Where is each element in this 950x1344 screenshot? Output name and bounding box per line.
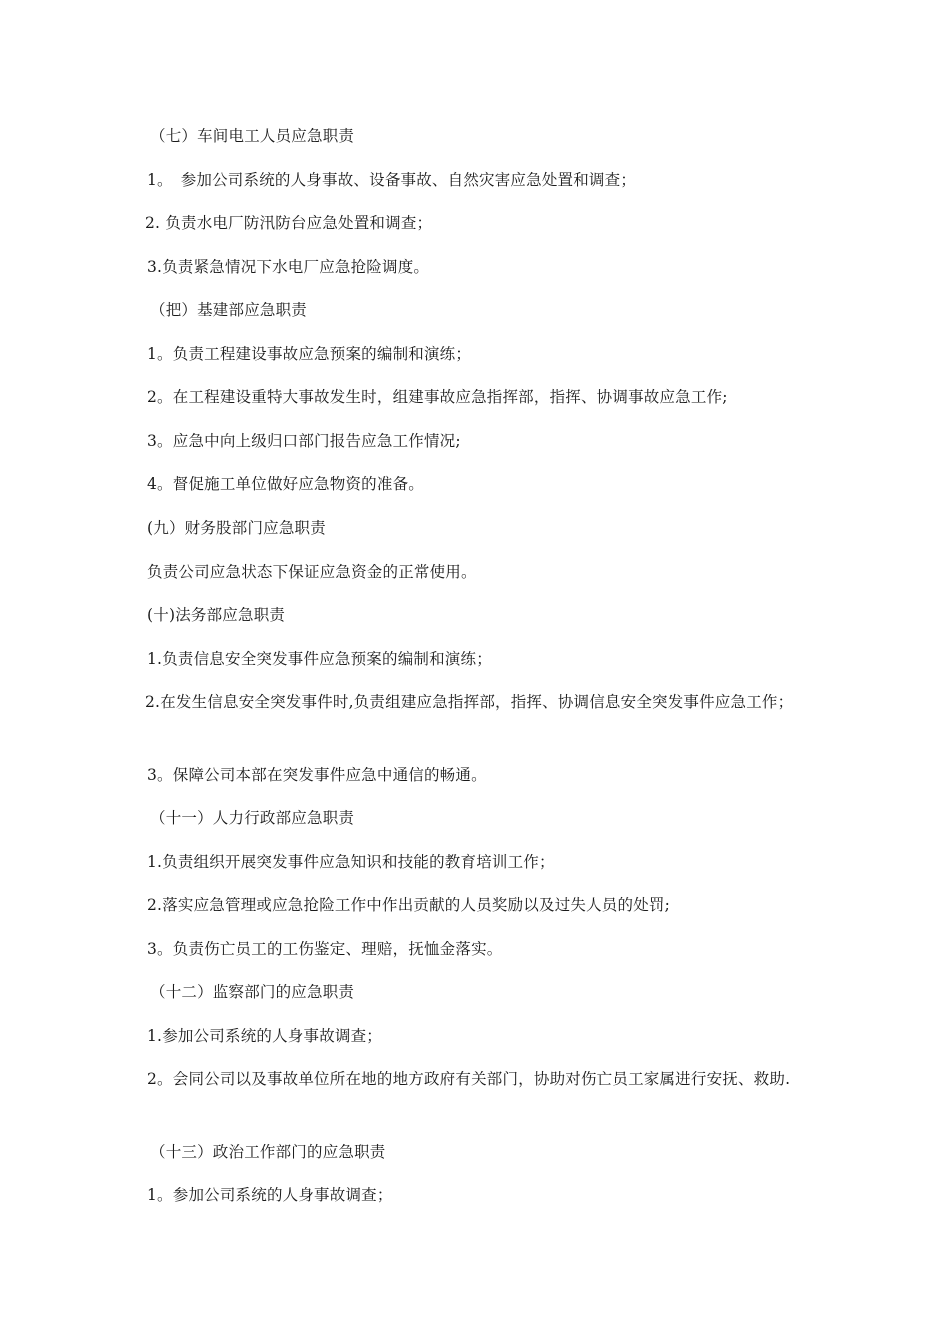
paragraph: 2.在发生信息安全突发事件时,负责组建应急指挥部，指挥、协调信息安全突发事件应急工作； — [145, 693, 794, 711]
section-heading-12: （十二）监察部门的应急职责 — [150, 983, 355, 1001]
paragraph: 3。保障公司本部在突发事件应急中通信的畅通。 — [147, 766, 487, 784]
paragraph: 1。参加公司系统的人身事故调查； — [147, 1186, 393, 1204]
section-heading-11: （十一）人力行政部应急职责 — [150, 809, 355, 827]
paragraph: 1.参加公司系统的人身事故调查； — [147, 1027, 382, 1045]
paragraph: 1.负责信息安全突发事件应急预案的编制和演练； — [147, 650, 492, 668]
paragraph: 负责公司应急状态下保证应急资金的正常使用。 — [147, 563, 477, 581]
section-heading-10: (十)法务部应急职责 — [147, 606, 286, 624]
section-heading-7: （七）车间电工人员应急职责 — [150, 127, 355, 145]
section-heading-8: （把）基建部应急职责 — [150, 301, 308, 319]
paragraph: 2。在工程建设重特大事故发生时，组建事故应急指挥部，指挥、协调事故应急工作; — [147, 388, 728, 406]
paragraph: 2。会同公司以及事故单位所在地的地方政府有关部门，协助对伤亡员工家属进行安抚、救助. — [147, 1070, 791, 1088]
paragraph: 3。负责伤亡员工的工伤鉴定、理赔，抚恤金落实。 — [147, 940, 503, 958]
paragraph: 1。负责工程建设事故应急预案的编制和演练； — [147, 345, 472, 363]
paragraph: 2.落实应急管理或应急抢险工作中作出贡献的人员奖励以及过失人员的处罚; — [147, 896, 671, 914]
paragraph: 2. 负责水电厂防汛防台应急处置和调查； — [145, 214, 433, 232]
paragraph: 1.负责组织开展突发事件应急知识和技能的教育培训工作； — [147, 853, 555, 871]
section-heading-13: （十三）政治工作部门的应急职责 — [150, 1143, 386, 1161]
paragraph: 4。督促施工单位做好应急物资的准备。 — [147, 475, 424, 493]
paragraph: 3。应急中向上级归口部门报告应急工作情况; — [147, 432, 461, 450]
paragraph: 3.负责紧急情况下水电厂应急抢险调度。 — [147, 258, 430, 276]
section-heading-9: (九）财务股部门应急职责 — [147, 519, 326, 537]
paragraph: 1。 参加公司系统的人身事故、设备事故、自然灾害应急处置和调查； — [147, 171, 637, 189]
